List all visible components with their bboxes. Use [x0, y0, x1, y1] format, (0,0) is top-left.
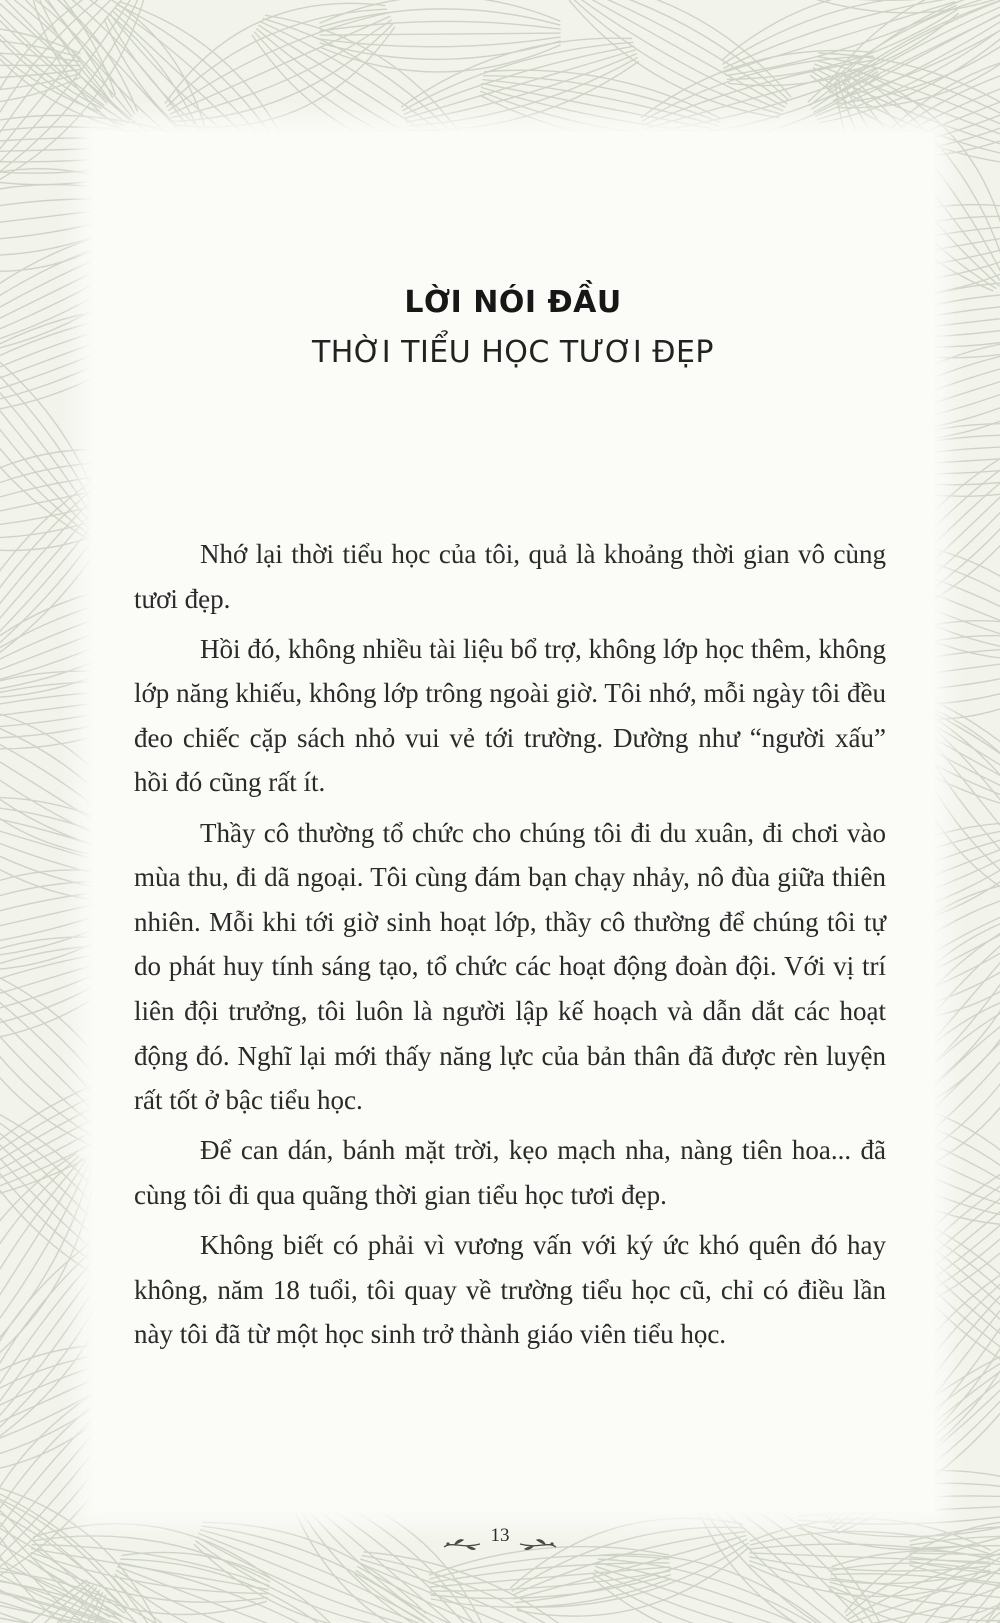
paragraph: Để can dán, bánh mặt trời, kẹo mạch nha, nàng tiên hoa... đã cùng tôi đi qua quãng thời gian tiểu học tươi đẹp. — [134, 1135, 886, 1210]
leaf-line — [481, 91, 717, 137]
body-text — [134, 532, 886, 1362]
leaf-line — [0, 326, 100, 529]
right-flourish-icon — [518, 1535, 558, 1553]
paragraph: Không biết có phải vì vương vấn với ký ức khó quên đó hay không, năm 18 tuổi, tôi quay về trường tiểu học cũ, chỉ có điều lần này tôi đã từ một học sinh trở thành giáo viên tiểu học. — [134, 1229, 886, 1350]
paragraph: Thầy cô thường tổ chức cho chúng tôi đi du xuân, đi chơi vào mùa thu, đi dã ngoại. Tôi cùng đám bạn chạy nhảy, nô đùa giữa thiên nhiên. Mỗi khi tới giờ sinh hoạt lớp, thầy cô thường để chúng tôi tự do phát huy tính sáng tạo, tổ chức các hoạt động đoàn đội. Với vị trí liên đội trưởng, tôi luôn là người lập kế hoạch và dẫn dắt các hoạt động đó. Nghĩ lại mới thấy năng lực của bản thân đã được rèn luyện rất tốt ở bậc tiểu học. — [134, 817, 886, 1116]
leaf-line — [834, 0, 1000, 100]
leaf-line — [0, 0, 137, 111]
leaf-line — [0, 324, 103, 527]
leaf-line — [0, 1165, 92, 1384]
leaf-line — [404, 46, 634, 114]
leaf-line — [0, 1163, 89, 1382]
leaf-line — [406, 54, 636, 122]
leaf-line — [320, 33, 560, 35]
paragraph: Nhớ lại thời tiểu học của tôi, quả là khoảng thời gian vô cùng tươi đẹp. — [134, 539, 886, 614]
leaf-line — [320, 37, 560, 47]
leaf-line — [596, 1567, 824, 1623]
leaf-line — [359, 1563, 580, 1623]
chapter-title: LỜI NÓI ĐẦU — [404, 285, 622, 320]
leaf-line — [597, 1563, 825, 1623]
page-number: 13 — [490, 1525, 510, 1546]
leaf-line — [873, 1614, 1000, 1623]
leaf-line — [581, 0, 791, 97]
page-footer — [440, 1525, 560, 1559]
paragraph: Hồi đó, không nhiều tài liệu bổ trợ, không lớp học thêm, không lớp năng khiếu, không lớp trông ngoài giờ. Tôi nhớ, mỗi ngày tôi đều đeo chiếc cặp sách nhỏ vui vẻ tới trường. Dường như “người xấu” hồi đó cũng rất ít. — [134, 633, 886, 798]
chapter-subtitle: THỜI TIỂU HỌC TƯƠI ĐẸP — [311, 335, 715, 370]
leaf-line — [320, 21, 560, 31]
leaf-line — [294, 1499, 476, 1623]
